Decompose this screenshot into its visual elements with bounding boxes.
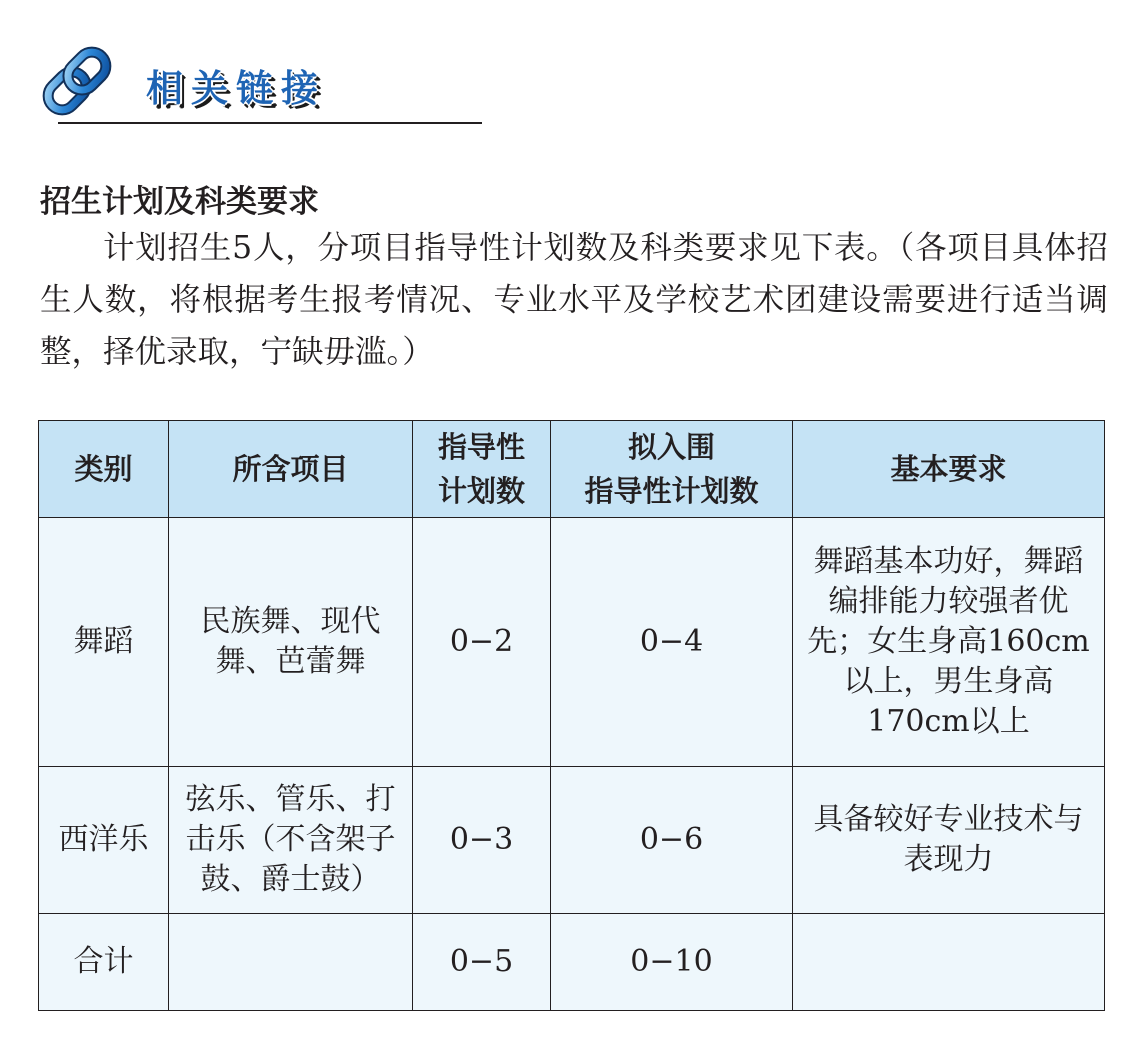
cell-requirements: [793, 914, 1105, 1011]
section-banner: [36, 40, 482, 126]
cell-guide: 0−5: [413, 914, 551, 1011]
cell-category: 西洋乐: [39, 767, 169, 914]
table-row-total: [39, 914, 1105, 1011]
cell-items: [169, 914, 413, 1011]
header-shortlist-plan: [551, 421, 793, 518]
banner-title: 相关链接: [146, 67, 326, 110]
intro-paragraph: 计划招生5人，分项目指导性计划数及科类要求见下表。（各项目具体招生人数，将根据考生报考情况、专业水平及学校艺术团建设需要进行适当调整，择优录取，宁缺毋滥。）: [40, 230, 1108, 370]
header-items: 所含项目: [169, 421, 413, 518]
header-guide-plan: [413, 421, 551, 518]
cell-shortlist: 0−4: [551, 518, 793, 767]
header-guide-line2: 计划数: [437, 474, 525, 508]
table-row: [39, 518, 1105, 767]
header-guide-line1: 指导性: [437, 430, 525, 464]
table-row: [39, 767, 1105, 914]
cell-items: 民族舞、现代舞、芭蕾舞: [169, 518, 413, 767]
cell-guide: 0−2: [413, 518, 551, 767]
header-requirements: 基本要求: [793, 421, 1105, 518]
cell-shortlist: 0−10: [551, 914, 793, 1011]
banner-divider: [58, 122, 482, 124]
table-header-row: [39, 421, 1105, 518]
admission-plan-table: [38, 420, 1105, 1011]
cell-guide: 0−3: [413, 767, 551, 914]
cell-category: 舞蹈: [39, 518, 169, 767]
header-category: 类别: [39, 421, 169, 518]
cell-requirements: 具备较好专业技术与表现力: [793, 767, 1105, 914]
cell-items: 弦乐、管乐、打击乐（不含架子鼓、爵士鼓）: [169, 767, 413, 914]
cell-category: 合计: [39, 914, 169, 1011]
cell-requirements: 舞蹈基本功好，舞蹈编排能力较强者优先；女生身高160cm以上，男生身高170cm以上: [793, 518, 1105, 767]
cell-shortlist: 0−6: [551, 767, 793, 914]
header-shortlist-line1: 拟入围: [627, 430, 715, 464]
section-heading: 招生计划及科类要求: [40, 184, 319, 220]
header-shortlist-line2: 指导性计划数: [584, 474, 759, 508]
chain-link-icon: [36, 40, 118, 122]
